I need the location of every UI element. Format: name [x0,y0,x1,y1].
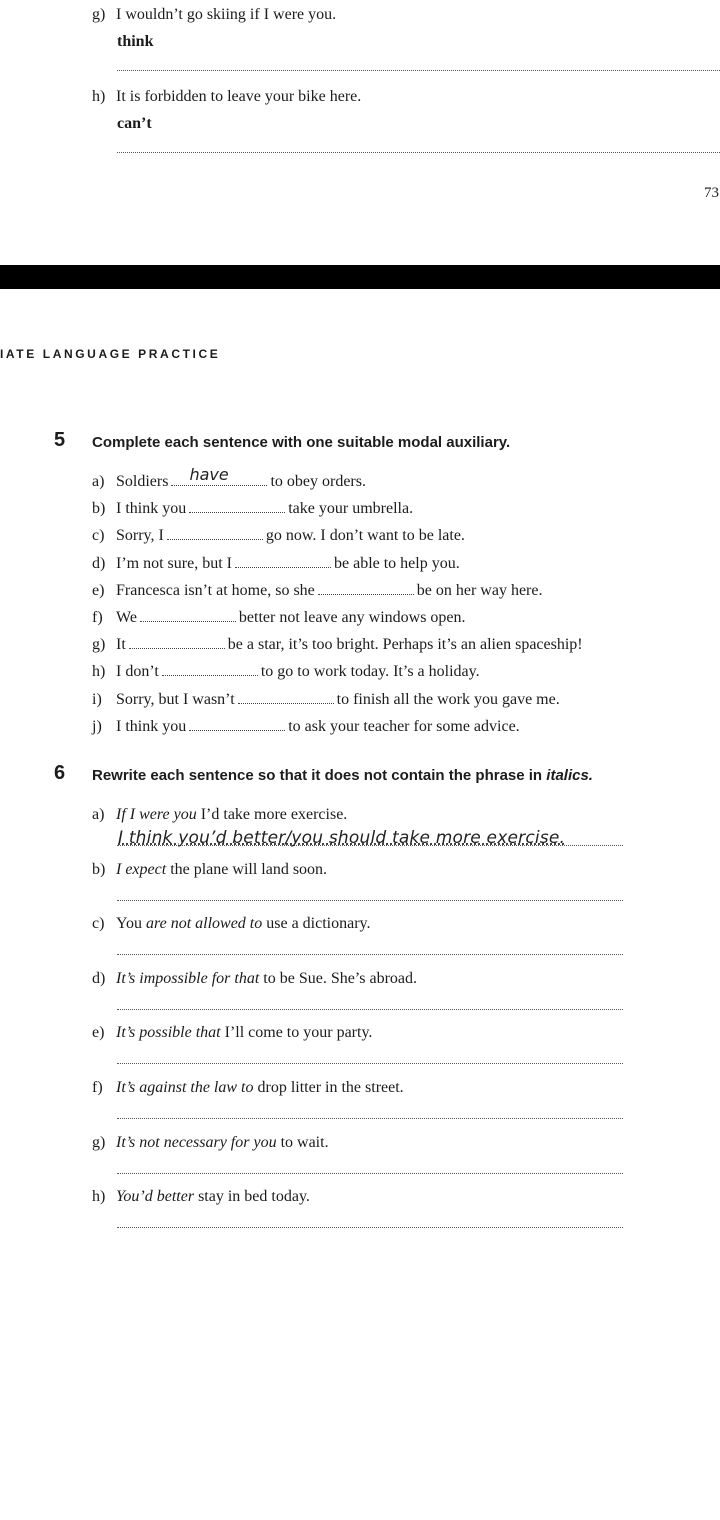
item-label: g) [92,636,106,654]
instruction-italic: italics. [546,767,593,784]
item-label: g) [92,6,106,23]
prev-item-h [92,88,361,106]
answer-blank[interactable] [129,636,225,649]
item-text-before: Soldiers [116,473,169,490]
answer-line[interactable] [117,954,623,955]
exercise-5-instruction: Complete each sentence with one suitable modal auxiliary. [92,434,511,451]
item-text-before: I’m not sure, but I [116,554,232,572]
section-title: IATE LANGUAGE PRACTICE [0,347,221,361]
item-label: d) [92,969,106,987]
exercise-6-item [92,1134,329,1152]
page-break-band [0,265,720,289]
item-text-after: take your umbrella. [288,500,414,518]
instruction-text: Rewrite each sentence so that it does not contain the phrase in [92,767,543,784]
answer-blank[interactable] [162,663,258,676]
item-text-rest: drop litter in the street. [253,1079,404,1096]
answer-blank[interactable] [189,500,285,513]
item-text-before: I don’t [116,663,159,681]
exercise-5-item [92,636,583,654]
answer-blank[interactable] [235,555,331,568]
item-text-after: to obey orders. [270,473,366,490]
exercise-6-item [92,1024,372,1042]
item-label: c) [92,527,105,545]
item-italic-phrase: If I were you [116,806,197,823]
exercise-5-number: 5 [54,429,66,451]
item-label: a) [92,806,105,823]
item-text-before: I think you [116,717,187,735]
item-text-rest: I’ll come to your party. [220,1024,373,1042]
item-text-before: Sorry, but I wasn’t [116,690,235,708]
item-text-rest: use a dictionary. [262,915,371,933]
exercise-5-item [92,691,560,709]
handwritten-answer: have [189,465,229,484]
exercise-6-item [92,1188,310,1206]
item-italic-phrase: It’s possible that [116,1024,221,1042]
item-italic-phrase: You’d better [116,1188,195,1206]
item-text-after: to go to work today. It’s a holiday. [260,663,480,681]
item-text-prefix: You [116,915,146,933]
item-italic-phrase: It’s not necessary for you [116,1133,277,1151]
item-italic-phrase: It’s impossible for that [116,969,260,987]
item-label: f) [92,609,103,626]
answer-blank[interactable] [167,527,263,540]
answer-blank[interactable] [238,691,334,704]
item-text-after: be on her way here. [416,581,543,599]
exercise-5-item [92,555,460,573]
item-text-before: I think you [116,500,187,518]
item-label: h) [92,1188,106,1206]
item-text-before: Sorry, I [116,527,164,545]
item-text-rest: to be Sue. She’s abroad. [259,969,418,987]
item-label: e) [92,1024,105,1042]
item-text-before: Francesca isn’t at home, so she [116,581,315,599]
item-label: e) [92,581,105,599]
item-italic-phrase: It’s against the law to [116,1079,254,1096]
exercise-5-item [92,582,542,600]
answer-line[interactable] [117,70,720,71]
item-text-rest: to wait. [276,1133,329,1151]
item-label: b) [92,500,106,518]
answer-blank[interactable] [318,582,414,595]
keyword-cant: can’t [117,115,152,132]
answer-line[interactable] [117,1118,623,1119]
item-text-after: be able to help you. [333,554,460,572]
item-sentence: I wouldn’t go skiing if I were you. [116,6,337,23]
exercise-5-item [92,465,366,491]
exercise-5-item [92,527,465,545]
item-label: j) [92,717,102,735]
exercise-5-item [92,663,480,681]
page-number: 73 [704,185,719,201]
exercise-6-item [92,915,371,933]
item-sentence: It is forbidden to leave your bike here. [116,88,362,105]
item-label: h) [92,88,106,105]
exercise-6-number: 6 [54,762,66,784]
item-italic-phrase: are not allowed to [145,915,263,933]
item-text-rest: stay in bed today. [194,1188,310,1206]
item-text-after: to finish all the work you gave me. [336,690,560,708]
exercise-6-item [92,861,327,879]
item-label: c) [92,915,105,933]
exercise-5-item [92,609,466,627]
item-text-rest: the plane will land soon. [166,860,328,878]
item-text-after: to ask your teacher for some advice. [288,717,520,735]
item-text-before: It [116,636,126,654]
item-label: b) [92,860,106,878]
answer-blank[interactable] [171,465,267,486]
answer-line[interactable] [117,1227,623,1228]
answer-blank[interactable] [189,718,285,731]
exercise-6-instruction [92,767,593,784]
prev-item-g [92,6,336,24]
item-text-before: We [116,609,137,626]
exercise-6-item [92,970,417,988]
item-label: d) [92,554,106,572]
item-text-after: be a star, it’s too bright. Perhaps it’s an alien spaceship! [227,636,583,654]
item-label: h) [92,663,106,681]
item-label: a) [92,473,105,490]
exercise-5-item [92,500,413,518]
answer-line[interactable] [117,1173,623,1174]
exercise-5-item [92,718,520,736]
handwritten-answer: I think you’d better/you should take more exercise. [118,828,566,848]
item-label: i) [92,690,102,708]
item-text-after: go now. I don’t want to be late. [265,527,465,545]
item-label: f) [92,1079,103,1096]
item-italic-phrase: I expect [116,860,167,878]
answer-blank[interactable] [140,609,236,622]
item-text-after: better not leave any windows open. [238,609,466,626]
answer-line[interactable] [117,1063,623,1064]
item-label: g) [92,1133,106,1151]
exercise-6-item [92,1079,404,1097]
answer-line[interactable] [117,152,720,153]
answer-line[interactable] [117,900,623,901]
exercise-6-item [92,806,347,824]
keyword-think: think [117,33,154,50]
item-text-rest: I’d take more exercise. [196,806,348,823]
answer-line[interactable] [117,1009,623,1010]
